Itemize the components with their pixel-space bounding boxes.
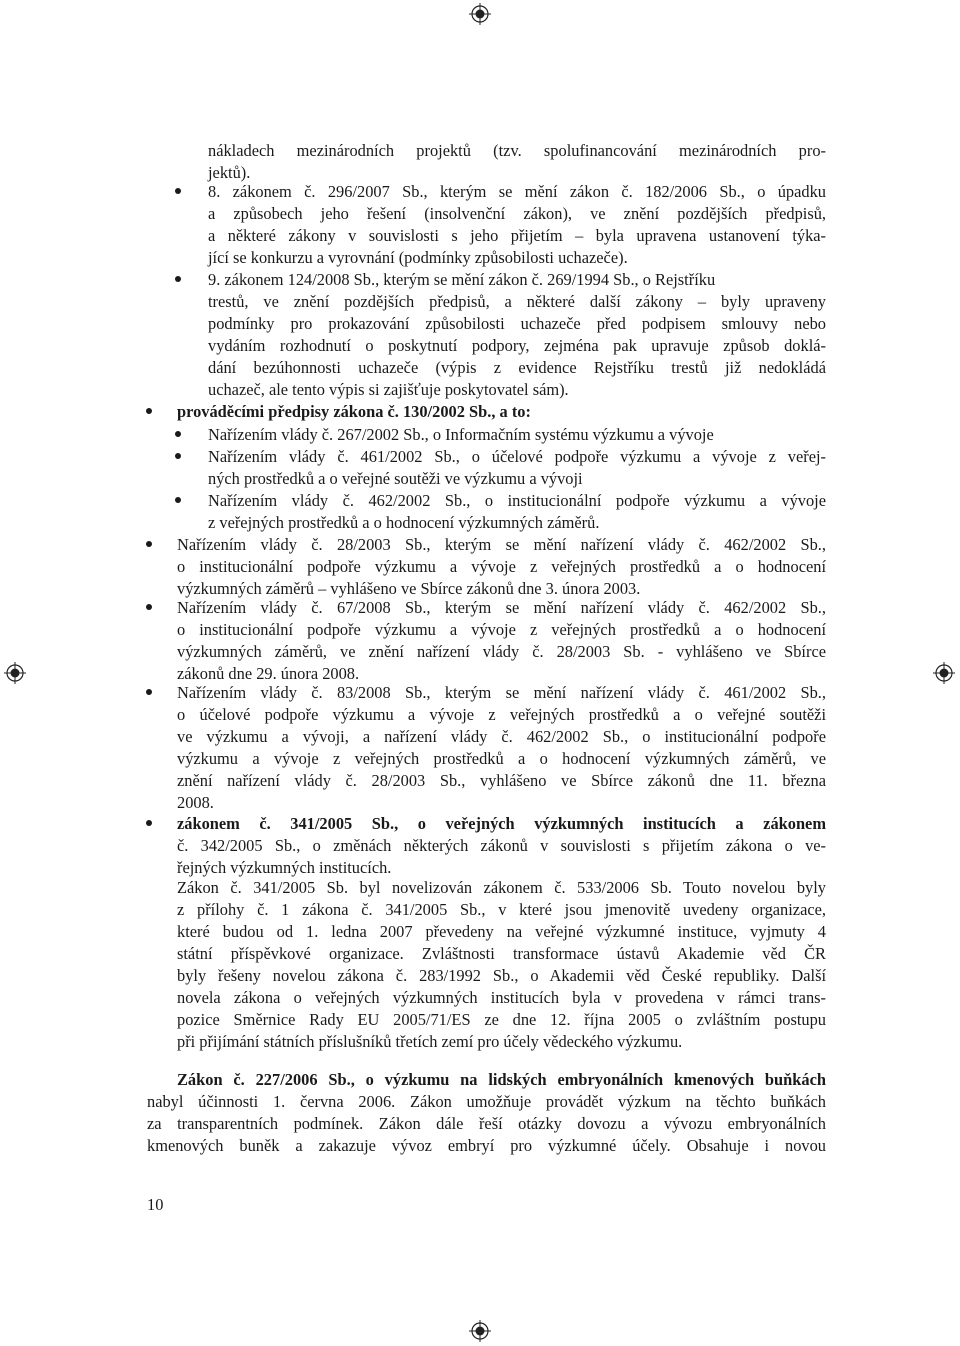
text-line: byly řešeny novelou zákona č. 283/1992 Sb., o Akademii věd České republiky. Další bbox=[177, 966, 826, 985]
text-line: č. 342/2005 Sb., o změnách některých zákonů v souvislosti s přijetím zákona o ve- bbox=[177, 836, 826, 855]
bullet-icon bbox=[175, 431, 181, 437]
text-line: 9. zákonem 124/2008 Sb., kterým se mění zákon č. 269/1994 Sb., o Rejstříku bbox=[208, 270, 716, 289]
bullet-icon bbox=[146, 604, 152, 610]
registration-mark-icon bbox=[469, 3, 491, 25]
text-line: a způsobech jeho řešení (insolvenční zákon), ve znění pozdějších předpisů, bbox=[208, 204, 826, 223]
text-line: novela zákona o veřejných výzkumných institucích byla v provedena v rámci trans- bbox=[177, 988, 826, 1007]
text-line: jektů). bbox=[208, 163, 251, 182]
bullet-icon bbox=[146, 689, 152, 695]
text-line: ve výzkumu a vývoji, a nařízení vlády č. 462/2002 Sb., o institucionální podpoře bbox=[177, 727, 826, 746]
text-line: výzkumu a vývoje z veřejných prostředků a o hodnocení výzkumných záměrů, ve bbox=[177, 749, 826, 768]
bullet-icon bbox=[175, 188, 181, 194]
text-line: o institucionální podpoře výzkumu a vývoje z veřejných prostředků a o hodnocení bbox=[177, 620, 826, 639]
text-line: zákonem č. 341/2005 Sb., o veřejných výzkumných institucích a zákonem bbox=[177, 814, 826, 833]
text-line: kmenových buněk a zakazuje vývoz embryí pro výzkumné účely. Obsahuje i novou bbox=[147, 1136, 826, 1155]
registration-mark-icon bbox=[4, 662, 26, 684]
text-line: vydáním rozhodnutí o poskytnutí podpory, zejména pak upravuje způsob doklá- bbox=[208, 336, 826, 355]
bullet-icon bbox=[175, 497, 181, 503]
text-line: o institucionální podpoře výzkumu a vývoje z veřejných prostředků a o hodnocení bbox=[177, 557, 826, 576]
text-line: Nařízením vlády č. 83/2008 Sb., kterým se mění nařízení vlády č. 461/2002 Sb., bbox=[177, 683, 826, 702]
registration-mark-icon bbox=[933, 662, 955, 684]
text-line: Nařízením vlády č. 462/2002 Sb., o institucionální podpoře výzkumu a vývoje bbox=[208, 491, 826, 510]
text-line: 2008. bbox=[177, 793, 214, 812]
text-line: řejných výzkumných institucích. bbox=[177, 858, 392, 877]
page-number: 10 bbox=[147, 1195, 164, 1214]
text-line: jící se konkurzu a vyrovnání (podmínky způsobilosti uchazeče). bbox=[208, 248, 628, 267]
bullet-icon bbox=[175, 453, 181, 459]
text-line: Nařízením vlády č. 28/2003 Sb., kterým se mění nařízení vlády č. 462/2002 Sb., bbox=[177, 535, 826, 554]
text-line: nabyl účinnosti 1. června 2006. Zákon umožňuje provádět výzkum na těchto buňkách bbox=[147, 1092, 826, 1111]
bullet-icon bbox=[175, 276, 181, 282]
text-line: Zákon č. 227/2006 Sb., o výzkumu na lidských embryonálních kmenových buňkách bbox=[177, 1070, 826, 1089]
registration-mark-icon bbox=[469, 1320, 491, 1342]
text-line: dání bezúhonnosti uchazeče (výpis z evidence Rejstříku trestů již nedokládá bbox=[208, 358, 826, 377]
text-line: při přijímání státních příslušníků třetích zemí pro účely vědeckého výzkumu. bbox=[177, 1032, 683, 1051]
text-line: podmínky pro prokazování způsobilosti uchazeče před podpisem smlouvy nebo bbox=[208, 314, 826, 333]
text-line: za transparentních podmínek. Zákon dále řeší otázky dovozu a vývozu embryonálních bbox=[147, 1114, 826, 1133]
text-line: Zákon č. 341/2005 Sb. byl novelizován zákonem č. 533/2006 Sb. Touto novelou byly bbox=[177, 878, 826, 897]
text-line: prováděcími předpisy zákona č. 130/2002 Sb., a to: bbox=[177, 402, 531, 421]
text-line: pozice Směrnice Rady EU 2005/71/ES ze dne 12. října 2005 o zvláštním postupu bbox=[177, 1010, 826, 1029]
text-line: Nařízením vlády č. 67/2008 Sb., kterým se mění nařízení vlády č. 462/2002 Sb., bbox=[177, 598, 826, 617]
text-line: z přílohy č. 1 zákona č. 341/2005 Sb., v které jsou jmenovitě uvedeny organizace, bbox=[177, 900, 826, 919]
text-line: nákladech mezinárodních projektů (tzv. spolufinancování mezinárodních pro- bbox=[208, 141, 826, 160]
text-line: výzkumných záměrů, ve znění nařízení vlády č. 28/2003 Sb. - vyhlášeno ve Sbírce bbox=[177, 642, 826, 661]
text-line: které budou od 1. ledna 2007 převedeny na veřejné výzkumné instituce, vyjmuty 4 bbox=[177, 922, 826, 941]
bullet-icon bbox=[146, 408, 152, 414]
text-line: 8. zákonem č. 296/2007 Sb., kterým se mění zákon č. 182/2006 Sb., o úpadku bbox=[208, 182, 826, 201]
text-line: uchazeč, ale tento výpis si zajišťuje poskytovatel sám). bbox=[208, 380, 569, 399]
text-line: Nařízením vlády č. 461/2002 Sb., o účelové podpoře výzkumu a vývoje z veřej- bbox=[208, 447, 826, 466]
text-line: státní příspěvkové organizace. Zvláštnosti transformace ústavů Akademie věd ČR bbox=[177, 944, 826, 963]
text-line: a některé zákony v souvislosti s jeho přijetím – byla upravena ustanovení týka- bbox=[208, 226, 826, 245]
text-line: trestů, ve znění pozdějších předpisů, a některé další zákony – byly upraveny bbox=[208, 292, 826, 311]
text-line: zákonů dne 29. února 2008. bbox=[177, 664, 360, 683]
text-line: o účelové podpoře výzkumu a vývoje z veřejných prostředků a o veřejné soutěži bbox=[177, 705, 826, 724]
bullet-icon bbox=[146, 541, 152, 547]
text-line: znění nařízení vlády č. 28/2003 Sb., vyhlášeno ve Sbírce zákonů dne 11. března bbox=[177, 771, 826, 790]
text-line: z veřejných prostředků a o hodnocení výzkumných záměrů. bbox=[208, 513, 600, 532]
bullet-icon bbox=[146, 820, 152, 826]
text-line: Nařízením vlády č. 267/2002 Sb., o Informačním systému výzkumu a vývoje bbox=[208, 425, 714, 444]
text-line: výzkumných záměrů – vyhlášeno ve Sbírce zákonů dne 3. února 2003. bbox=[177, 579, 641, 598]
text-line: ných prostředků a o veřejné soutěži ve výzkumu a vývoji bbox=[208, 469, 583, 488]
